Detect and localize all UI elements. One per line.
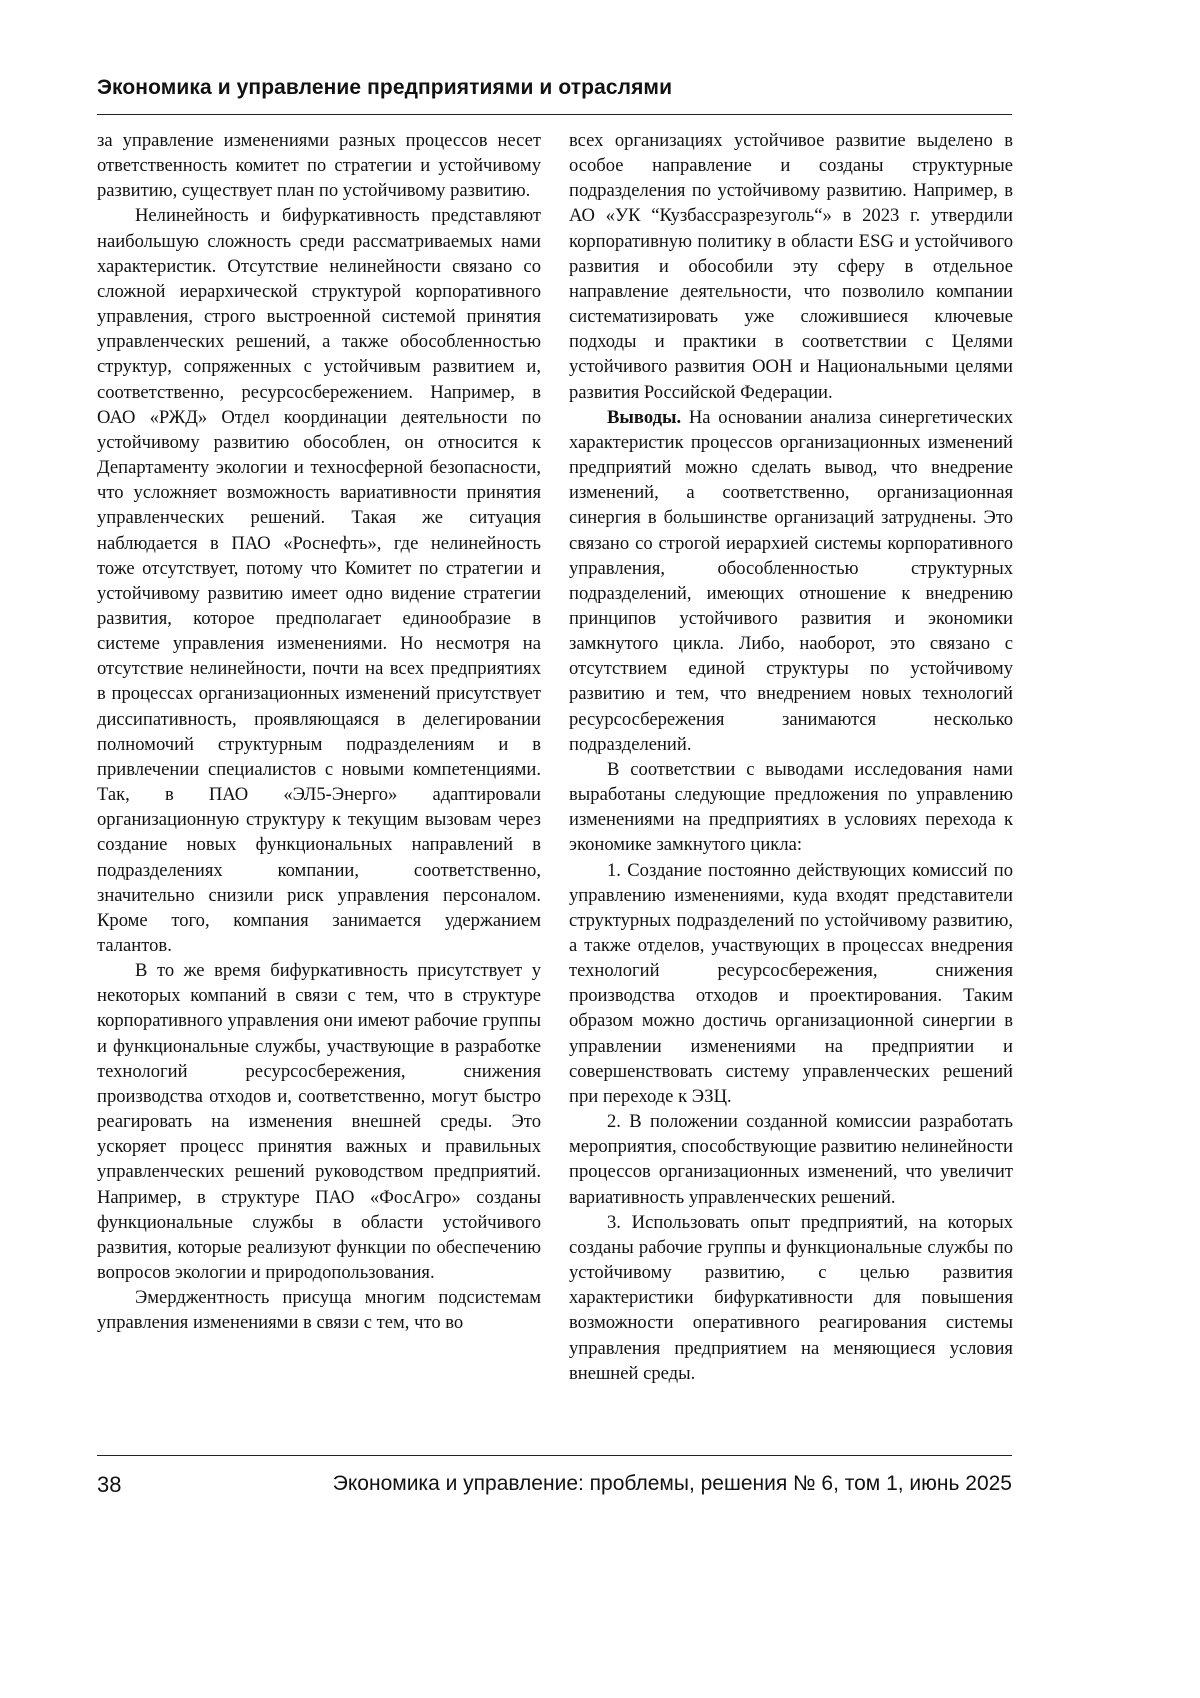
list-item: 2. В положении созданной комиссии разработать мероприятия, способствующие развитию нелинейности процессов организационных изменений, что увеличит вариативность управленческих решений. xyxy=(569,1109,1013,1210)
paragraph: Нелинейность и бифуркативность представляют наибольшую сложность среди рассматриваемых нами характеристик. Отсутствие нелинейности связано со сложной иерархической структурой корпоративного управления, строго выстроенной системой принятия управленческих решений, а также обособленностью структур, сопряженных с устойчивым развитием и, соответственно, ресурсосбережением. Например, в ОАО «РЖД» Отдел координации деятельности по устойчивому развитию обособлен, он относится к Департаменту экологии и техносферной безопасности, что усложняет возможность вариативности принятия управленческих решений. Такая же ситуация наблюдается в ПАО «Роснефть», где нелинейность тоже отсутствует, потому что Комитет по стратегии и устойчивому развитию имеет одно видение стратегии развития, которое предполагает единообразие в системе управления изменениями. Но несмотря на отсутствие нелинейности, почти на всех предприятиях в процессах организационных изменений присутствует диссипативность, проявляющаяся в делегировании полномочий структурным подразделениям и в привлечении специалистов с новыми компетенциями. Так, в ПАО «ЭЛ5-Энерго» адаптировали организационную структуру к текущим вызовам через создание новых функциональных направлений в подразделениях компании, соответственно, значительно снизили риск управления персоналом. Кроме того, компания занимается удержанием талантов. xyxy=(97,203,541,958)
list-item: 1. Создание постоянно действующих комиссий по управлению изменениями, куда входят представители структурных подразделений по устойчивому развитию, а также отделов, участвующих в процессах внедрения технологий ресурсосбережения, снижения производства отходов и проектирования. Таким образом можно достичь организационной синергии в управлении изменениями на предприятии и совершенствовать систему управленческих решений при переходе к ЭЗЦ. xyxy=(569,858,1013,1110)
page-number: 38 xyxy=(97,1472,121,1498)
conclusions-paragraph xyxy=(569,405,1013,757)
paragraph: В то же время бифуркативность присутствует у некоторых компаний в связи с тем, что в структуре корпоративного управления они имеют рабочие группы и функциональные службы, участвующие в разработке технологий ресурсосбережения, снижения производства отходов и, соответственно, могут быстро реагировать на изменения внешней среды. Это ускоряет процесс принятия важных и правильных управленческих решений руководством предприятий. Например, в структуре ПАО «ФосАгро» созданы функциональные службы в области устойчивого развития, которые реализуют функции по обеспечению вопросов экологии и природопользования. xyxy=(97,958,541,1285)
footer-divider xyxy=(97,1455,1012,1456)
paragraph: всех организациях устойчивое развитие выделено в особое направление и созданы структурные подразделения по устойчивому развитию. Например, в АО «УК “Кузбассразрезуголь“» в 2023 г. утвердили корпоративную политику в области ESG и устойчивого развития и обособили эту сферу в отдельное направление деятельности, что позволило компании систематизировать уже сложившиеся ключевые подходы и практики в соответствии с Целями устойчивого развития ООН и Национальными целями развития Российской Федерации. xyxy=(569,128,1013,405)
conclusions-text: На основании анализа синергетических характеристик процессов организационных изменений предприятий можно сделать вывод, что внедрение изменений, а соответственно, организационная синергия в большинстве организаций затруднены. Это связано со строгой иерархией системы корпоративного управления, обособленностью структурных подразделений, имеющих отношение к внедрению принципов устойчивого развития и экономики замкнутого цикла. Либо, наоборот, это связано с отсутствием единой структуры по устойчивому развитию и тем, что внедрением новых технологий ресурсосбережения занимаются несколько подразделений. xyxy=(569,407,1013,755)
paragraph: Эмерджентность присуща многим подсистемам управления изменениями в связи с тем, что во xyxy=(97,1285,541,1335)
header-divider xyxy=(97,114,1012,115)
journal-citation: Экономика и управление: проблемы, решения № 6, том 1, июнь 2025 xyxy=(333,1472,1012,1496)
list-item: 3. Использовать опыт предприятий, на которых созданы рабочие группы и функциональные службы по устойчивому развитию, с целью развития характеристики бифуркативности для повышения возможности оперативного реагирования системы управления предприятием на меняющиеся условия внешней среды. xyxy=(569,1210,1013,1386)
left-column xyxy=(97,128,541,1336)
right-column xyxy=(569,128,1013,1386)
conclusions-label: Выводы. xyxy=(607,407,681,428)
paragraph: В соответствии с выводами исследования нами выработаны следующие предложения по управлению изменениями на предприятиях в условиях перехода к экономике замкнутого цикла: xyxy=(569,757,1013,858)
running-header-title: Экономика и управление предприятиями и отраслями xyxy=(97,76,672,100)
paragraph: за управление изменениями разных процессов несет ответственность комитет по стратегии и устойчивому развитию, существует план по устойчивому развитию. xyxy=(97,128,541,203)
